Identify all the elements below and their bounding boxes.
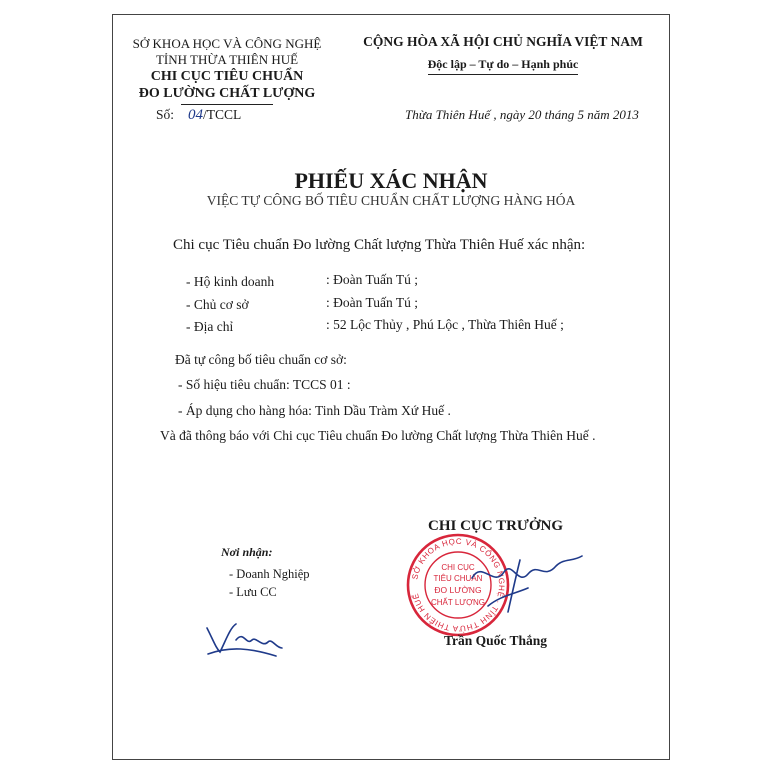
national-motto: Độc lập – Tự do – Hạnh phúc: [427, 57, 579, 71]
recipient-item: - Lưu CC: [229, 585, 277, 599]
field-label-business: - Hộ kinh doanh: [186, 274, 275, 289]
number-prefix: Số:: [156, 107, 175, 122]
chief-signature: [472, 556, 582, 612]
seal-line: ĐO LƯỜNG: [434, 585, 482, 595]
seal-line: TIÊU CHUẨN: [433, 574, 483, 583]
closing-statement: Và đã thông báo với Chi cục Tiêu chuẩn Đo lường Chất lượng Thừa Thiên Huế .: [160, 428, 596, 443]
field-value-address: : 52 Lộc Thủy , Phú Lộc , Thừa Thiên Huế ;: [326, 317, 564, 332]
declared-heading: Đã tự công bố tiêu chuẩn cơ sở:: [175, 352, 347, 367]
document-subtitle: VIỆC TỰ CÔNG BỐ TIÊU CHUẨN CHẤT LƯỢNG HÀNG HÓA: [206, 193, 576, 208]
confirmation-intro: Chi cục Tiêu chuẩn Đo lường Chất lượng Thừa Thiên Huế xác nhận:: [173, 237, 586, 253]
ministry-name: SỞ KHOA HỌC VÀ CÔNG NGHỆ: [132, 36, 322, 51]
initials-signature: [207, 624, 282, 656]
official-seal: [408, 535, 508, 635]
agency-name-line1: CHI CỤC TIÊU CHUẨN: [150, 69, 304, 84]
declared-standard-code: - Số hiệu tiêu chuẩn: TCCS 01 :: [178, 377, 351, 392]
number-value: 04: [188, 107, 204, 123]
agency-name-line2: ĐO LƯỜNG CHẤT LƯỢNG: [138, 86, 316, 101]
document-date: Thừa Thiên Huế , ngày 20 tháng 5 năm 2013: [405, 107, 639, 122]
recipients-heading: Nơi nhận:: [221, 545, 273, 559]
number-suffix: /TCCL: [203, 107, 242, 122]
seal-line: CHI CỤC: [441, 563, 475, 572]
recipient-item: - Doanh Nghiệp: [229, 567, 310, 581]
signer-position: CHI CỤC TRƯỞNG: [428, 518, 564, 534]
field-value-business: : Đoàn Tuấn Tú ;: [326, 272, 419, 287]
nation-name: CỘNG HÒA XÃ HỘI CHỦ NGHĨA VIỆT NAM: [363, 34, 643, 49]
seal-ring-text: SỞ KHOA HỌC VÀ CÔNG NGHỆ · TỈNH THỪA THIÊN HUẾ: [410, 536, 507, 634]
seal-line: CHẤT LƯỢNG: [431, 598, 485, 607]
field-label-owner: - Chủ cơ sở: [186, 297, 249, 312]
field-value-owner: : Đoàn Tuấn Tú ;: [326, 295, 419, 310]
document-title: PHIẾU XÁC NHẬN: [294, 168, 488, 193]
province-name: TỈNH THỪA THIÊN HUẾ: [155, 52, 299, 67]
field-label-address: - Địa chỉ: [186, 319, 234, 334]
signer-name: Trần Quốc Thắng: [444, 633, 548, 648]
declared-product: - Áp dụng cho hàng hóa: Tinh Dầu Tràm Xứ Huế .: [178, 403, 451, 418]
